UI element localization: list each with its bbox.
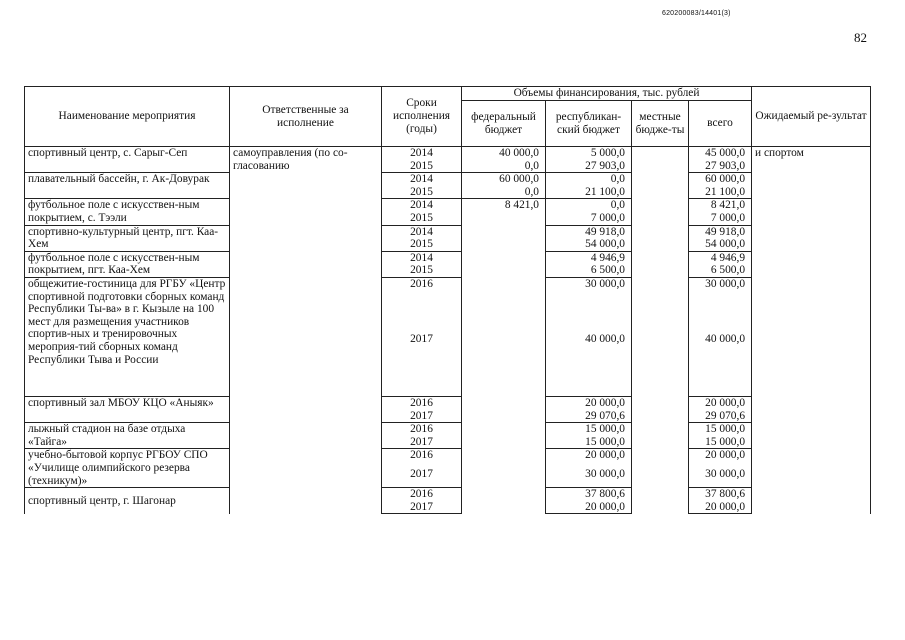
header-local: местные бюдже-ты <box>632 101 689 147</box>
table-row <box>25 488 871 501</box>
republic-cell: 30 000,0 <box>546 277 632 333</box>
table-row <box>25 423 871 436</box>
row-name: футбольное поле с искусствен-ным покрытием, пгт. Каа-Хем <box>25 251 230 277</box>
republic-cell: 7 000,0 <box>546 212 632 225</box>
year-cell: 2017 <box>382 410 462 423</box>
total-cell: 40 000,0 <box>689 333 752 397</box>
header-funding: Объемы финансирования, тыс. рублей <box>462 87 752 101</box>
year-cell: 2015 <box>382 160 462 173</box>
table-row <box>25 225 871 238</box>
republic-cell: 54 000,0 <box>546 238 632 251</box>
federal-cell: 8 421,0 <box>462 199 546 212</box>
year-cell: 2016 <box>382 396 462 409</box>
federal-cell: 60 000,0 <box>462 173 546 186</box>
total-cell: 49 918,0 <box>689 225 752 238</box>
header-result: Ожидаемый ре-зультат <box>752 87 871 147</box>
republic-cell: 20 000,0 <box>546 449 632 462</box>
total-cell: 54 000,0 <box>689 238 752 251</box>
year-cell: 2017 <box>382 436 462 449</box>
row-name: спортивный центр, г. Шагонар <box>25 488 230 514</box>
total-cell: 20 000,0 <box>689 449 752 462</box>
total-cell: 15 000,0 <box>689 436 752 449</box>
total-cell: 21 100,0 <box>689 186 752 199</box>
total-cell: 20 000,0 <box>689 501 752 514</box>
total-cell: 8 421,0 <box>689 199 752 212</box>
year-cell: 2017 <box>382 333 462 397</box>
document-code: 620200083/14401(3) <box>662 10 731 17</box>
year-cell: 2016 <box>382 449 462 462</box>
header-responsible: Ответственные за исполнение <box>230 87 382 147</box>
year-cell: 2014 <box>382 173 462 186</box>
row-name: спортивный зал МБОУ КЦО «Аныяк» <box>25 396 230 422</box>
financing-table <box>24 86 871 514</box>
total-cell: 37 800,6 <box>689 488 752 501</box>
row-name: учебно-бытовой корпус РГБОУ СПО «Училище олимпийского резерва (техникум)» <box>25 449 230 488</box>
table-row <box>25 147 871 160</box>
republic-cell: 15 000,0 <box>546 423 632 436</box>
responsible-cell: самоуправления (по со-гласованию <box>230 147 382 514</box>
header-terms: Сроки исполнения (годы) <box>382 87 462 147</box>
year-cell: 2014 <box>382 225 462 238</box>
year-cell: 2015 <box>382 264 462 277</box>
year-cell: 2015 <box>382 186 462 199</box>
federal-cell: 0,0 <box>462 160 546 173</box>
year-cell: 2016 <box>382 277 462 333</box>
federal-cell: 0,0 <box>462 186 546 199</box>
total-cell: 29 070,6 <box>689 410 752 423</box>
total-cell: 60 000,0 <box>689 173 752 186</box>
republic-cell: 20 000,0 <box>546 396 632 409</box>
table-row <box>25 173 871 186</box>
republic-cell: 37 800,6 <box>546 488 632 501</box>
row-name: спортивно-культурный центр, пгт. Каа-Хем <box>25 225 230 251</box>
federal-cell <box>462 212 546 514</box>
header-name: Наименование мероприятия <box>25 87 230 147</box>
table-row <box>25 449 871 462</box>
year-cell: 2014 <box>382 147 462 160</box>
republic-cell: 30 000,0 <box>546 462 632 488</box>
year-cell: 2016 <box>382 488 462 501</box>
total-cell: 6 500,0 <box>689 264 752 277</box>
republic-cell: 49 918,0 <box>546 225 632 238</box>
year-cell: 2014 <box>382 199 462 212</box>
republic-cell: 21 100,0 <box>546 186 632 199</box>
total-cell: 20 000,0 <box>689 396 752 409</box>
header-total: всего <box>689 101 752 147</box>
table-row <box>25 396 871 409</box>
year-cell: 2015 <box>382 212 462 225</box>
republic-cell: 29 070,6 <box>546 410 632 423</box>
total-cell: 30 000,0 <box>689 277 752 333</box>
republic-cell: 4 946,9 <box>546 251 632 264</box>
result-cell: и спортом <box>752 147 871 514</box>
year-cell: 2015 <box>382 238 462 251</box>
federal-cell: 40 000,0 <box>462 147 546 160</box>
header-federal: федеральный бюджет <box>462 101 546 147</box>
row-name: плавательный бассейн, г. Ак-Довурак <box>25 173 230 199</box>
year-cell: 2016 <box>382 423 462 436</box>
year-cell: 2014 <box>382 251 462 264</box>
page-number: 82 <box>854 30 867 45</box>
republic-cell: 20 000,0 <box>546 501 632 514</box>
year-cell: 2017 <box>382 501 462 514</box>
table-row <box>25 199 871 212</box>
total-cell: 7 000,0 <box>689 212 752 225</box>
total-cell: 30 000,0 <box>689 462 752 488</box>
republic-cell: 0,0 <box>546 199 632 212</box>
header-republic: республикан-ский бюджет <box>546 101 632 147</box>
total-cell: 27 903,0 <box>689 160 752 173</box>
republic-cell: 40 000,0 <box>546 333 632 397</box>
republic-cell: 5 000,0 <box>546 147 632 160</box>
republic-cell: 0,0 <box>546 173 632 186</box>
local-cell <box>632 147 689 514</box>
total-cell: 15 000,0 <box>689 423 752 436</box>
row-name: лыжный стадион на базе отдыха «Тайга» <box>25 423 230 449</box>
row-name: футбольное поле с искусствен-ным покрытием, с. Тээли <box>25 199 230 225</box>
row-name: спортивный центр, с. Сарыг-Сеп <box>25 147 230 173</box>
table-row <box>25 251 871 264</box>
table-row <box>25 277 871 333</box>
republic-cell: 6 500,0 <box>546 264 632 277</box>
year-cell: 2017 <box>382 462 462 488</box>
row-name: общежитие-гостиница для РГБУ «Центр спортивной подготовки сборных команд Республики Ты-ва» в г. Кызыле на 100 мест для размещения участников спортив-ных и тренировочных мероприя-тий сборных команд Республики Тыва и России <box>25 277 230 396</box>
total-cell: 45 000,0 <box>689 147 752 160</box>
republic-cell: 15 000,0 <box>546 436 632 449</box>
republic-cell: 27 903,0 <box>546 160 632 173</box>
total-cell: 4 946,9 <box>689 251 752 264</box>
